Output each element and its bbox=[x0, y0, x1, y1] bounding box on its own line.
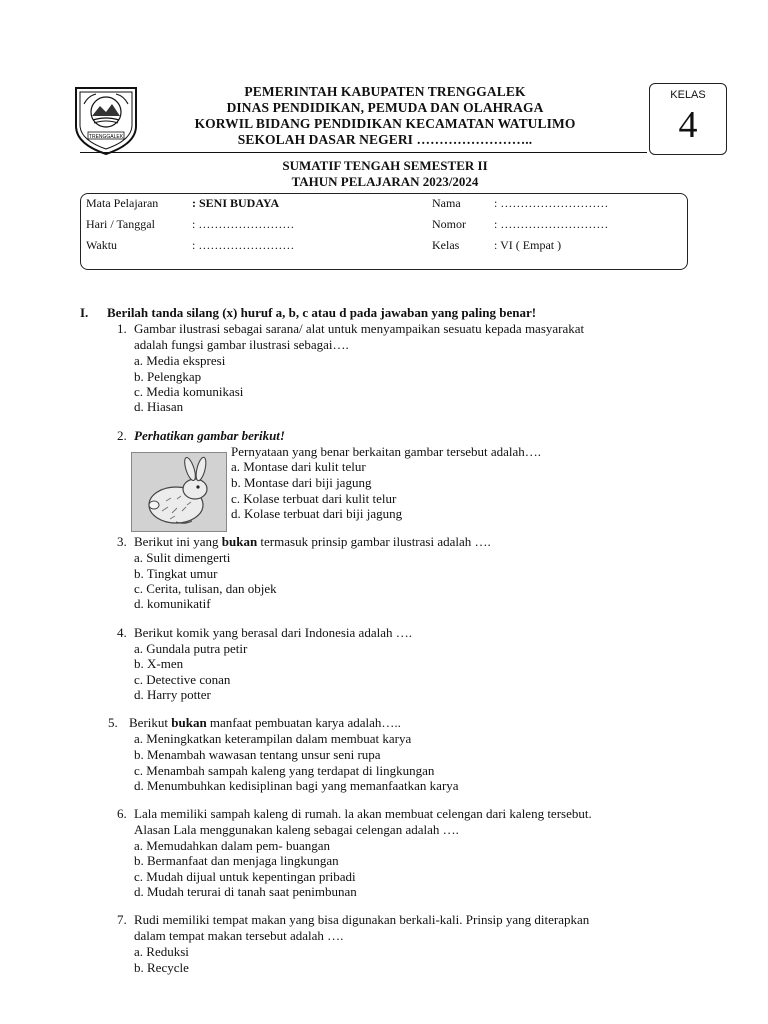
q1-option-a[interactable]: a. Media ekspresi bbox=[134, 353, 226, 368]
q2-text: Pernyataan yang benar berkaitan gambar tersebut adalah…. bbox=[231, 444, 542, 459]
mapel-label: Mata Pelajaran bbox=[86, 196, 159, 210]
q6-number: 6. bbox=[117, 806, 127, 821]
q7-option-a[interactable]: a. Reduksi bbox=[134, 944, 189, 959]
q1-option-d[interactable]: d. Hiasan bbox=[134, 399, 184, 414]
q4-number: 4. bbox=[117, 625, 127, 640]
q5-option-c[interactable]: c. Menambah sampah kaleng yang terdapat di lingkungan bbox=[134, 763, 435, 778]
q2-option-c[interactable]: c. Kolase terbuat dari kulit telur bbox=[231, 491, 397, 506]
q7-text-line1: Rudi memiliki tempat makan yang bisa digunakan berkali-kali. Prinsip yang diterapkan bbox=[134, 912, 590, 927]
q2-option-b[interactable]: b. Montase dari biji jagung bbox=[231, 475, 372, 490]
q4-option-c[interactable]: c. Detective conan bbox=[134, 672, 231, 687]
q1-text-line1: Gambar ilustrasi sebagai sarana/ alat untuk menyampaikan sesuatu kepada masyarakat bbox=[134, 321, 585, 336]
rabbit-image bbox=[131, 452, 227, 532]
q4-option-b[interactable]: b. X-men bbox=[134, 656, 184, 671]
q3-option-d[interactable]: d. komunikatif bbox=[134, 596, 211, 611]
section-number: I. bbox=[80, 305, 89, 320]
q6-option-a[interactable]: a. Memudahkan dalam pem- buangan bbox=[134, 838, 331, 853]
logo-text: TRENGGALEK bbox=[88, 133, 124, 140]
hari-value: : …………………… bbox=[192, 217, 295, 231]
nomor-value: : ……………………… bbox=[494, 217, 609, 231]
q6-text-line2: Alasan Lala menggunakan kaleng sebagai celengan adalah …. bbox=[134, 822, 459, 837]
header-line-3: KORWIL BIDANG PENDIDIKAN KECAMATAN WATULIMO bbox=[194, 116, 576, 131]
q4-option-d[interactable]: d. Harry potter bbox=[134, 687, 211, 702]
q2-number: 2. bbox=[117, 428, 127, 443]
q1-option-b[interactable]: b. Pelengkap bbox=[134, 369, 202, 384]
exam-year: TAHUN PELAJARAN 2023/2024 bbox=[291, 174, 479, 189]
q4-option-a[interactable]: a. Gundala putra petir bbox=[134, 641, 248, 656]
kelas-info-value: : VI ( Empat ) bbox=[494, 238, 562, 252]
q1-number: 1. bbox=[117, 321, 127, 336]
q6-text-line1: Lala memiliki sampah kaleng di rumah. la akan membuat celengan dari kaleng tersebut. bbox=[134, 806, 592, 821]
exam-title: SUMATIF TENGAH SEMESTER II bbox=[282, 158, 488, 173]
kelas-box bbox=[649, 83, 727, 155]
q3-option-c[interactable]: c. Cerita, tulisan, dan objek bbox=[134, 581, 277, 596]
q1-text-line2: adalah fungsi gambar ilustrasi sebagai…. bbox=[134, 337, 349, 352]
q5-number: 5. bbox=[108, 715, 118, 730]
header-divider bbox=[80, 152, 647, 153]
header-line-1: PEMERINTAH KABUPATEN TRENGGALEK bbox=[244, 84, 526, 99]
q6-option-d[interactable]: d. Mudah terurai di tanah saat penimbunan bbox=[134, 884, 357, 899]
q3-text: Berikut ini yang bukan termasuk prinsip gambar ilustrasi adalah …. bbox=[134, 534, 491, 549]
q7-option-b[interactable]: b. Recycle bbox=[134, 960, 189, 975]
header-line-2: DINAS PENDIDIKAN, PEMUDA DAN OLAHRAGA bbox=[226, 100, 544, 115]
section-instruction: Berilah tanda silang (x) huruf a, b, c atau d pada jawaban yang paling benar! bbox=[107, 305, 537, 320]
q4-text: Berikut komik yang berasal dari Indonesia adalah …. bbox=[134, 625, 412, 640]
q2-option-a[interactable]: a. Montase dari kulit telur bbox=[231, 459, 366, 474]
waktu-label: Waktu bbox=[86, 238, 118, 252]
kelas-info-label: Kelas bbox=[432, 238, 460, 252]
q6-option-c[interactable]: c. Mudah dijual untuk kepentingan pribadi bbox=[134, 869, 356, 884]
q6-option-b[interactable]: b. Bermanfaat dan menjaga lingkungan bbox=[134, 853, 339, 868]
nama-label: Nama bbox=[432, 196, 461, 210]
q3-option-b[interactable]: b. Tingkat umur bbox=[134, 566, 218, 581]
q7-text-line2: dalam tempat makan tersebut adalah …. bbox=[134, 928, 344, 943]
hari-label: Hari / Tanggal bbox=[86, 217, 155, 231]
q5-text: Berikut bukan manfaat pembuatan karya adalah….. bbox=[129, 715, 401, 730]
q1-option-c[interactable]: c. Media komunikasi bbox=[134, 384, 244, 399]
q3-number: 3. bbox=[117, 534, 127, 549]
nomor-label: Nomor bbox=[432, 217, 466, 231]
q3-option-a[interactable]: a. Sulit dimengerti bbox=[134, 550, 231, 565]
kelas-label: KELAS bbox=[670, 89, 706, 101]
q2-intro: Perhatikan gambar berikut! bbox=[134, 428, 285, 443]
kelas-number: 4 bbox=[678, 104, 698, 146]
mapel-value: : SENI BUDAYA bbox=[192, 196, 280, 210]
header-line-4: SEKOLAH DASAR NEGERI …………………….. bbox=[237, 132, 533, 147]
regency-logo bbox=[70, 82, 142, 157]
q5-option-d[interactable]: d. Menumbuhkan kedisiplinan bagi yang memanfaatkan karya bbox=[134, 778, 459, 793]
waktu-value: : …………………… bbox=[192, 238, 295, 252]
nama-value: : ……………………… bbox=[494, 196, 609, 210]
q5-option-a[interactable]: a. Meningkatkan keterampilan dalam membuat karya bbox=[134, 731, 412, 746]
q5-option-b[interactable]: b. Menambah wawasan tentang unsur seni rupa bbox=[134, 747, 381, 762]
q7-number: 7. bbox=[117, 912, 127, 927]
q2-option-d[interactable]: d. Kolase terbuat dari biji jagung bbox=[231, 506, 403, 521]
